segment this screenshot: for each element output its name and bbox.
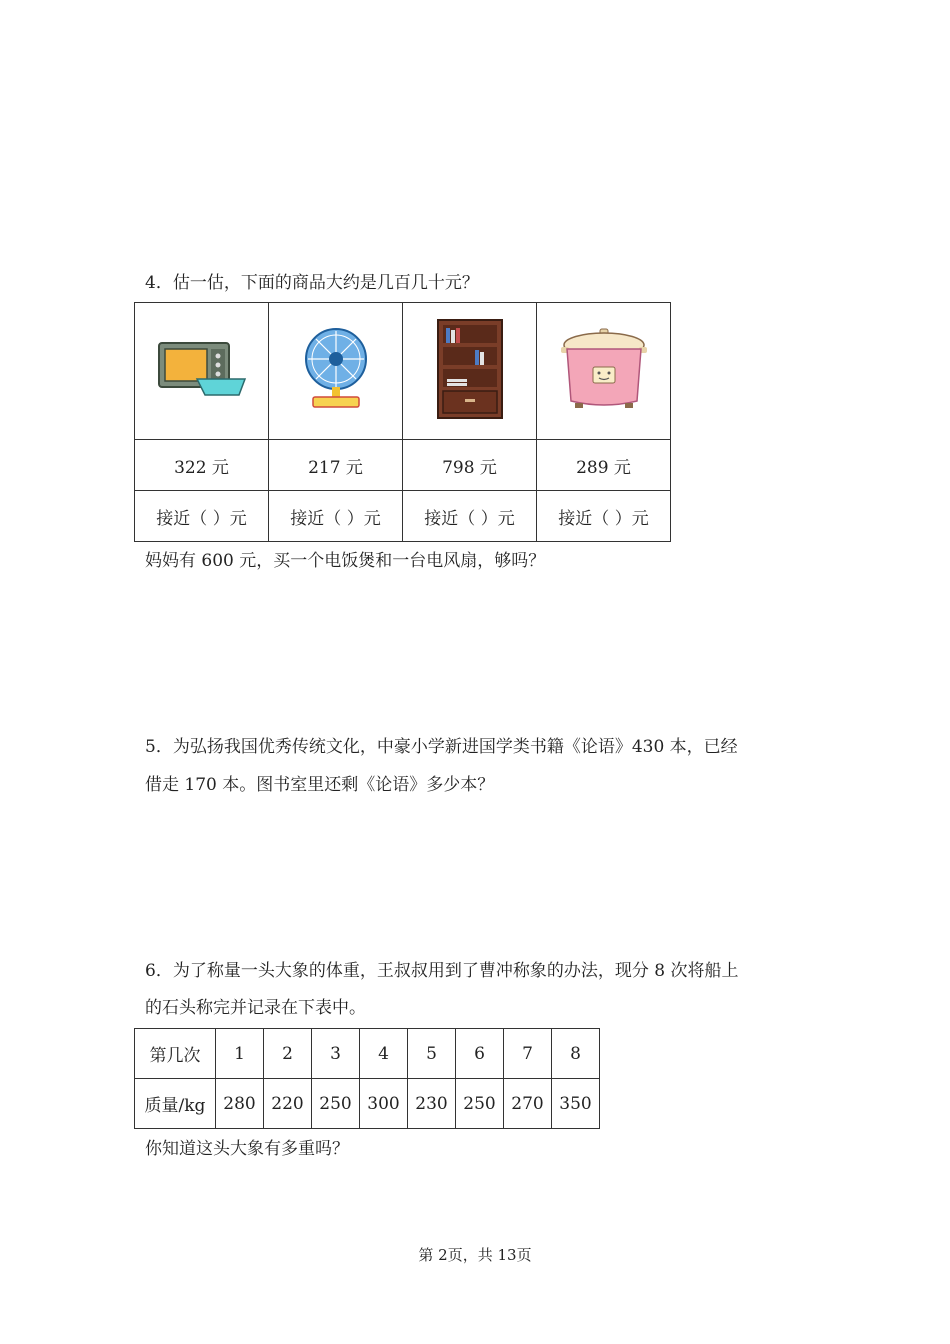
- mass-cell: 250: [456, 1079, 504, 1129]
- approx-answer-cell[interactable]: 接近（ ）元: [537, 491, 671, 542]
- product-cell-rice-cooker: [537, 303, 671, 440]
- approx-row: [135, 491, 671, 542]
- trial-cell: 7: [504, 1029, 552, 1079]
- price-cell: 217 元: [269, 440, 403, 491]
- trial-row: [135, 1029, 600, 1079]
- electric-fan-icon: [301, 327, 371, 411]
- product-image-row: [135, 303, 671, 440]
- mass-cell: 300: [360, 1079, 408, 1129]
- rice-cooker-icon: [559, 327, 649, 411]
- price-cell: 322 元: [135, 440, 269, 491]
- microwave-oven-icon: [157, 339, 247, 399]
- price-row: [135, 440, 671, 491]
- product-cell-fan: [269, 303, 403, 440]
- approx-answer-cell[interactable]: 接近（ ）元: [269, 491, 403, 542]
- q6-followup: 你知道这头大象有多重吗？: [145, 1139, 349, 1159]
- mass-cell: 280: [216, 1079, 264, 1129]
- q4-title: 4．估一估，下面的商品大约是几百几十元？: [145, 273, 479, 293]
- mass-table: [134, 1028, 600, 1129]
- trial-cell: 4: [360, 1029, 408, 1079]
- trial-cell: 3: [312, 1029, 360, 1079]
- q4-followup: 妈妈有 600 元，买一个电饭煲和一台电风扇，够吗？: [145, 551, 546, 571]
- price-cell: 289 元: [537, 440, 671, 491]
- q6-line2: 的石头称完并记录在下表中。: [145, 998, 366, 1018]
- page-number: 第 2页，共 13页: [418, 1246, 532, 1264]
- approx-answer-cell[interactable]: 接近（ ）元: [403, 491, 537, 542]
- q5-line1: 5．为弘扬我国优秀传统文化，中豪小学新进国学类书籍《论语》430 本，已经: [145, 737, 738, 757]
- product-table: [134, 302, 671, 542]
- approx-answer-cell[interactable]: 接近（ ）元: [135, 491, 269, 542]
- bookshelf-icon: [437, 319, 503, 419]
- mass-row: [135, 1079, 600, 1129]
- mass-cell: 220: [264, 1079, 312, 1129]
- trial-cell: 2: [264, 1029, 312, 1079]
- mass-cell: 350: [552, 1079, 600, 1129]
- q5-line2: 借走 170 本。图书室里还剩《论语》多少本？: [145, 775, 495, 795]
- mass-cell: 270: [504, 1079, 552, 1129]
- trial-cell: 5: [408, 1029, 456, 1079]
- trial-header-cell: 第几次: [135, 1029, 216, 1079]
- product-cell-bookshelf: [403, 303, 537, 440]
- trial-cell: 6: [456, 1029, 504, 1079]
- mass-cell: 230: [408, 1079, 456, 1129]
- product-cell-microwave: [135, 303, 269, 440]
- q6-line1: 6．为了称量一头大象的体重，王叔叔用到了曹冲称象的办法，现分 8 次将船上: [145, 961, 739, 981]
- mass-cell: 250: [312, 1079, 360, 1129]
- mass-header-cell: 质量/kg: [135, 1079, 216, 1129]
- price-cell: 798 元: [403, 440, 537, 491]
- trial-cell: 8: [552, 1029, 600, 1079]
- trial-cell: 1: [216, 1029, 264, 1079]
